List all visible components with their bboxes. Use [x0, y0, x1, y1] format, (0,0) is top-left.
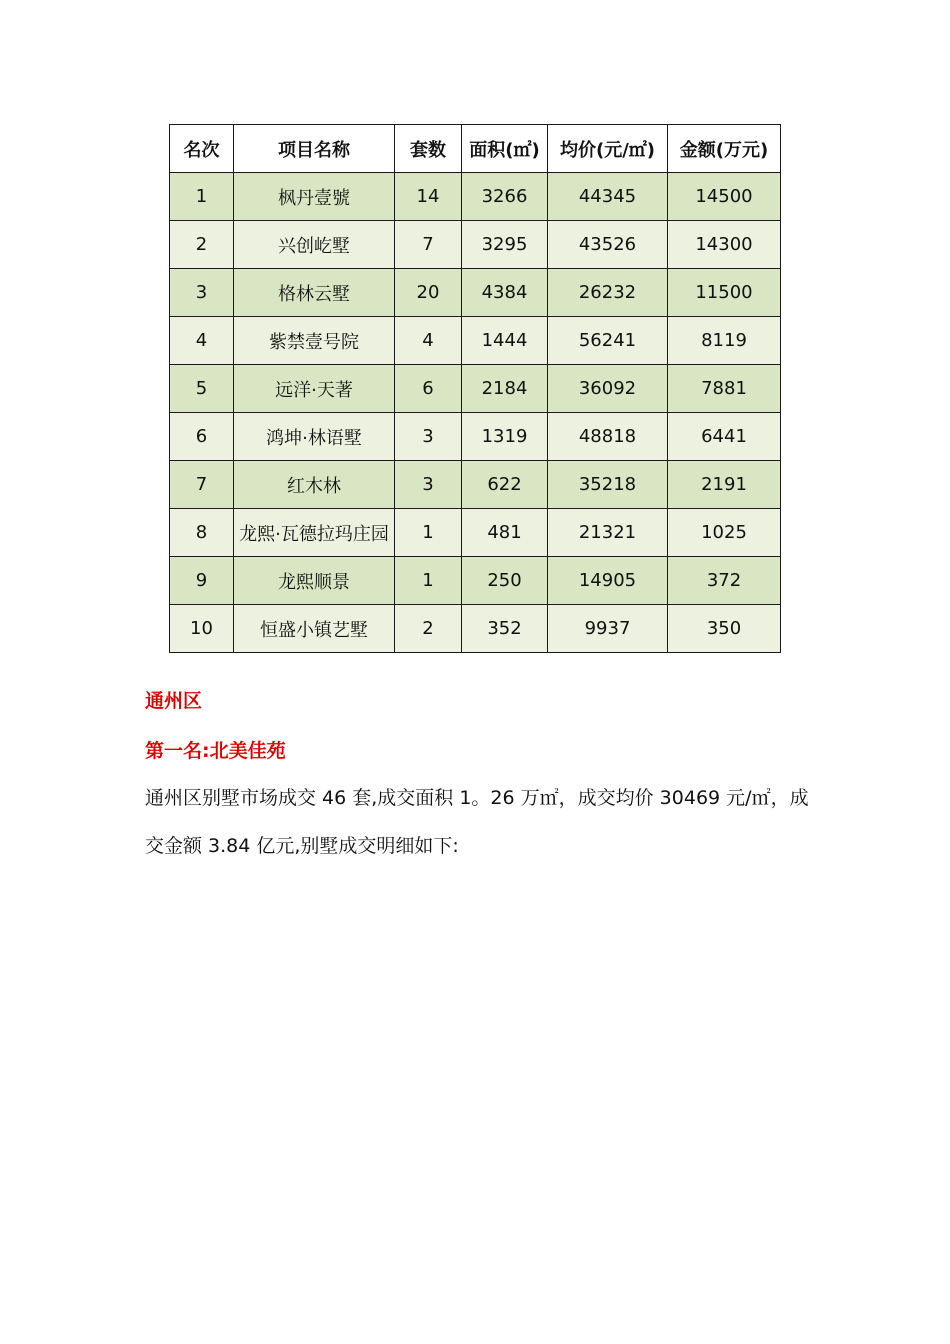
header-area: 面积(㎡) — [462, 125, 548, 173]
cell-amount: 350 — [668, 605, 781, 653]
cell-rank: 2 — [170, 221, 234, 269]
section-title: 通州区 — [145, 690, 203, 712]
cell-amount: 1025 — [668, 509, 781, 557]
cell-rank: 1 — [170, 173, 234, 221]
cell-project-name: 龙熙顺景 — [234, 557, 395, 605]
header-project-name: 项目名称 — [234, 125, 395, 173]
table-row — [170, 221, 781, 269]
cell-units: 6 — [395, 365, 462, 413]
cell-area: 1319 — [462, 413, 548, 461]
cell-rank: 10 — [170, 605, 234, 653]
header-amount: 金额(万元) — [668, 125, 781, 173]
cell-avg-price: 21321 — [548, 509, 668, 557]
cell-area: 622 — [462, 461, 548, 509]
table-row — [170, 605, 781, 653]
cell-avg-price: 36092 — [548, 365, 668, 413]
cell-amount: 6441 — [668, 413, 781, 461]
header-units: 套数 — [395, 125, 462, 173]
cell-units: 3 — [395, 413, 462, 461]
cell-amount: 14500 — [668, 173, 781, 221]
cell-units: 20 — [395, 269, 462, 317]
cell-amount: 11500 — [668, 269, 781, 317]
header-rank: 名次 — [170, 125, 234, 173]
cell-rank: 8 — [170, 509, 234, 557]
cell-rank: 6 — [170, 413, 234, 461]
cell-rank: 4 — [170, 317, 234, 365]
table-row — [170, 173, 781, 221]
cell-avg-price: 43526 — [548, 221, 668, 269]
subsection-title: 第一名:北美佳苑 — [145, 740, 286, 762]
cell-area: 250 — [462, 557, 548, 605]
cell-area: 3295 — [462, 221, 548, 269]
cell-units: 14 — [395, 173, 462, 221]
cell-avg-price: 14905 — [548, 557, 668, 605]
cell-project-name: 恒盛小镇艺墅 — [234, 605, 395, 653]
cell-project-name: 格林云墅 — [234, 269, 395, 317]
summary-paragraph: 通州区别墅市场成交 46 套,成交面积 1。26 万㎡，成交均价 30469 元/㎡，成交金额 3.84 亿元,别墅成交明细如下: — [145, 787, 809, 857]
table-row — [170, 317, 781, 365]
cell-avg-price: 48818 — [548, 413, 668, 461]
cell-project-name: 枫丹壹號 — [234, 173, 395, 221]
table-row — [170, 413, 781, 461]
table-row — [170, 461, 781, 509]
cell-amount: 7881 — [668, 365, 781, 413]
cell-units: 7 — [395, 221, 462, 269]
table-row — [170, 365, 781, 413]
cell-avg-price: 35218 — [548, 461, 668, 509]
cell-amount: 8119 — [668, 317, 781, 365]
cell-amount: 14300 — [668, 221, 781, 269]
cell-rank: 9 — [170, 557, 234, 605]
cell-avg-price: 56241 — [548, 317, 668, 365]
table-row — [170, 509, 781, 557]
villa-ranking-table — [169, 124, 781, 653]
cell-project-name: 红木林 — [234, 461, 395, 509]
cell-area: 352 — [462, 605, 548, 653]
cell-project-name: 兴创屹墅 — [234, 221, 395, 269]
cell-project-name: 鸿坤·林语墅 — [234, 413, 395, 461]
cell-units: 4 — [395, 317, 462, 365]
cell-project-name: 紫禁壹号院 — [234, 317, 395, 365]
cell-rank: 3 — [170, 269, 234, 317]
header-avg-price: 均价(元/㎡) — [548, 125, 668, 173]
cell-units: 1 — [395, 509, 462, 557]
cell-area: 1444 — [462, 317, 548, 365]
cell-units: 3 — [395, 461, 462, 509]
table-row — [170, 269, 781, 317]
cell-avg-price: 26232 — [548, 269, 668, 317]
cell-area: 481 — [462, 509, 548, 557]
cell-area: 2184 — [462, 365, 548, 413]
cell-avg-price: 9937 — [548, 605, 668, 653]
cell-rank: 7 — [170, 461, 234, 509]
table-header-row — [170, 125, 781, 173]
cell-project-name: 龙熙·瓦德拉玛庄园 — [234, 509, 395, 557]
cell-amount: 2191 — [668, 461, 781, 509]
cell-units: 2 — [395, 605, 462, 653]
cell-rank: 5 — [170, 365, 234, 413]
cell-amount: 372 — [668, 557, 781, 605]
cell-area: 4384 — [462, 269, 548, 317]
cell-units: 1 — [395, 557, 462, 605]
cell-avg-price: 44345 — [548, 173, 668, 221]
cell-area: 3266 — [462, 173, 548, 221]
table-row — [170, 557, 781, 605]
cell-project-name: 远洋·天著 — [234, 365, 395, 413]
